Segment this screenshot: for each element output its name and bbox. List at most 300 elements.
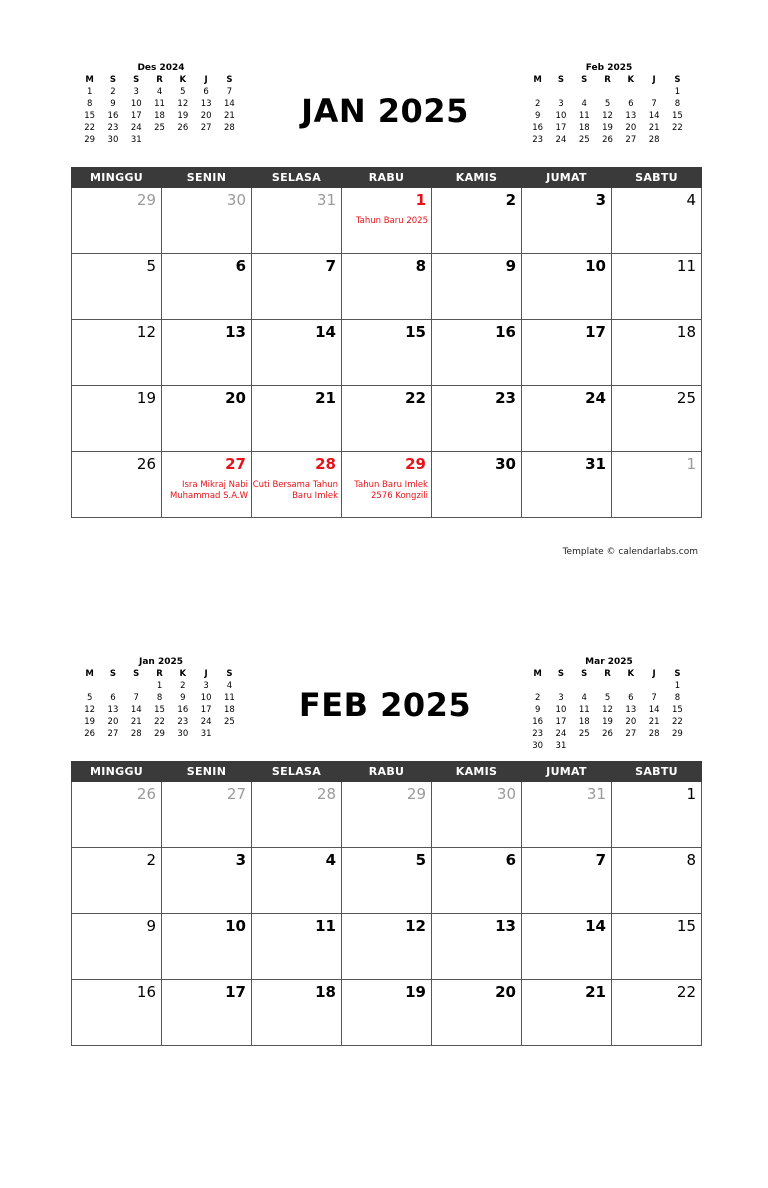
day-cell — [252, 452, 342, 518]
mini-day: 14 — [224, 99, 235, 109]
mini-week-row — [526, 122, 696, 134]
day-number: 25 — [676, 389, 696, 407]
mini-day: 15 — [84, 111, 96, 121]
day-number: 10 — [225, 917, 246, 935]
mini-day: 28 — [648, 135, 660, 145]
day-number: 19 — [405, 983, 426, 1001]
day-number: 29 — [136, 191, 156, 209]
day-cell — [432, 452, 522, 518]
mini-day — [666, 134, 689, 146]
mini-week-row — [78, 98, 248, 110]
mini-weekday-label: R — [604, 669, 611, 679]
mini-day: 15 — [154, 705, 165, 715]
mini-week-row — [526, 110, 696, 122]
day-number: 22 — [676, 983, 696, 1001]
mini-day: 29 — [154, 729, 165, 739]
day-cell — [612, 452, 702, 518]
day-number: 2 — [505, 191, 516, 209]
mini-day: 11 — [154, 99, 165, 109]
day-cell — [162, 254, 252, 320]
mini-day: 15 — [672, 111, 683, 121]
mini-day: 1 — [86, 87, 93, 97]
day-cell — [612, 386, 702, 452]
mini-day — [596, 680, 619, 692]
day-cell — [432, 254, 522, 320]
day-cell — [342, 188, 432, 254]
mini-weekday-label: S — [133, 669, 140, 679]
day-cell — [342, 452, 432, 518]
day-cell — [522, 452, 612, 518]
mini-day: 2 — [534, 99, 541, 109]
day-cell — [252, 914, 342, 980]
mini-weekday-label: S — [226, 669, 233, 679]
month-grid-body — [72, 782, 702, 1046]
mini-day: 10 — [130, 99, 142, 109]
week-row — [72, 254, 702, 320]
mini-day — [78, 680, 101, 692]
day-number: 19 — [136, 389, 156, 407]
template-credit: Template © calendarlabs.com — [562, 547, 698, 557]
day-cell — [252, 254, 342, 320]
day-number: 30 — [495, 455, 516, 473]
mini-day: 5 — [604, 693, 611, 703]
mini-day: 28 — [224, 123, 235, 133]
day-cell — [612, 188, 702, 254]
mini-day: 31 — [200, 729, 212, 739]
day-cell — [342, 320, 432, 386]
day-cell — [72, 254, 162, 320]
day-cell — [432, 320, 522, 386]
holiday-note: Cuti Bersama Tahun Baru Imlek — [252, 480, 338, 501]
day-number: 17 — [585, 323, 606, 341]
week-row — [72, 914, 702, 980]
mini-calendar-weekday-row — [526, 74, 696, 86]
mini-day: 24 — [555, 135, 567, 145]
day-cell — [252, 980, 342, 1046]
mini-day: 3 — [558, 693, 564, 703]
mini-day: 17 — [200, 705, 212, 715]
mini-day: 24 — [555, 729, 567, 739]
mini-calendar-title: Des 2024 — [137, 63, 185, 73]
day-number: 21 — [315, 389, 336, 407]
mini-week-row — [78, 716, 248, 728]
weekday-header: JUMAT — [522, 762, 612, 782]
mini-day: 1 — [156, 681, 163, 691]
mini-day: 26 — [602, 729, 613, 739]
day-cell — [162, 848, 252, 914]
day-cell — [432, 848, 522, 914]
mini-weekday-label: S — [109, 669, 116, 679]
mini-day — [573, 740, 596, 752]
day-number: 31 — [585, 455, 606, 473]
mini-calendar-next — [526, 656, 696, 752]
mini-week-row — [78, 704, 248, 716]
holiday-note: Tahun Baru Imlek 2576 Kongzili — [354, 480, 428, 501]
mini-day: 26 — [84, 729, 96, 739]
day-number: 30 — [226, 191, 246, 209]
week-row — [72, 320, 702, 386]
day-cell — [612, 254, 702, 320]
week-row — [72, 782, 702, 848]
mini-day — [101, 680, 124, 692]
mini-day — [573, 86, 596, 98]
mini-day: 12 — [177, 99, 189, 109]
mini-day — [526, 680, 549, 692]
day-number: 5 — [415, 851, 426, 869]
mini-week-row — [526, 740, 696, 752]
mini-week-row — [526, 692, 696, 704]
weekday-header: SABTU — [612, 762, 702, 782]
mini-day: 9 — [534, 111, 541, 121]
day-cell — [162, 320, 252, 386]
week-row — [72, 452, 702, 518]
month-grid-body — [72, 188, 702, 518]
mini-day: 16 — [107, 111, 119, 121]
mini-day: 23 — [532, 729, 544, 739]
mini-day: 19 — [602, 717, 613, 727]
mini-day: 22 — [84, 123, 96, 133]
day-cell — [522, 254, 612, 320]
mini-day: 18 — [154, 111, 165, 121]
holiday-note: Tahun Baru 2025 — [355, 216, 428, 226]
mini-day: 20 — [107, 717, 119, 727]
weekday-header: RABU — [342, 168, 432, 188]
mini-calendar-title: Feb 2025 — [585, 63, 633, 73]
mini-day: 31 — [130, 135, 142, 145]
mini-day: 11 — [578, 705, 590, 715]
day-cell — [162, 980, 252, 1046]
mini-day — [619, 680, 642, 692]
mini-week-row — [78, 728, 248, 740]
mini-day: 27 — [625, 729, 637, 739]
day-number: 1 — [686, 785, 696, 803]
mini-calendar-next — [526, 62, 696, 146]
mini-day: 8 — [156, 693, 163, 703]
day-cell — [612, 782, 702, 848]
day-number: 3 — [595, 191, 606, 209]
day-cell — [252, 782, 342, 848]
mini-day: 5 — [180, 87, 186, 97]
mini-day: 13 — [200, 99, 212, 109]
day-cell — [432, 188, 522, 254]
mini-week-row — [526, 716, 696, 728]
day-number: 2 — [146, 851, 156, 869]
day-number: 23 — [495, 389, 516, 407]
mini-day: 17 — [555, 123, 567, 133]
day-number: 11 — [315, 917, 336, 935]
mini-day: 22 — [154, 717, 165, 727]
mini-weekday-label: S — [109, 75, 116, 85]
day-number: 14 — [315, 323, 336, 341]
day-cell — [612, 914, 702, 980]
mini-week-row — [526, 86, 696, 98]
mini-day: 25 — [154, 123, 165, 133]
mini-day: 30 — [532, 741, 544, 751]
day-number: 27 — [225, 455, 246, 473]
mini-day: 2 — [110, 87, 116, 97]
mini-day: 25 — [578, 135, 590, 145]
mini-day: 1 — [674, 681, 681, 691]
day-number: 17 — [225, 983, 246, 1001]
day-cell — [432, 980, 522, 1046]
mini-calendar-weekday-row — [526, 668, 696, 680]
mini-day: 20 — [625, 717, 637, 727]
mini-day — [148, 134, 171, 146]
day-cell — [72, 782, 162, 848]
mini-weekday-label: J — [204, 75, 208, 85]
weekday-header: JUMAT — [522, 168, 612, 188]
mini-day: 3 — [558, 99, 564, 109]
mini-day: 23 — [532, 135, 544, 145]
mini-day: 29 — [84, 135, 96, 145]
day-number: 31 — [586, 785, 606, 803]
mini-day: 4 — [226, 681, 233, 691]
mini-calendar-days — [78, 86, 248, 146]
mini-day: 3 — [203, 681, 209, 691]
mini-day: 7 — [651, 693, 657, 703]
weekday-header: KAMIS — [432, 762, 522, 782]
mini-weekday-label: R — [156, 75, 163, 85]
mini-week-row — [526, 680, 696, 692]
day-cell — [162, 386, 252, 452]
mini-day: 9 — [534, 705, 541, 715]
mini-day: 1 — [674, 87, 681, 97]
mini-day: 8 — [674, 99, 681, 109]
day-cell — [342, 254, 432, 320]
day-number: 24 — [585, 389, 606, 407]
mini-weekday-label: K — [627, 75, 635, 85]
day-number: 10 — [585, 257, 606, 275]
day-cell — [252, 320, 342, 386]
mini-day: 19 — [602, 123, 613, 133]
mini-day — [125, 680, 148, 692]
mini-day: 3 — [133, 87, 139, 97]
mini-day: 19 — [84, 717, 96, 727]
mini-day: 17 — [555, 717, 567, 727]
day-cell — [522, 320, 612, 386]
day-number: 13 — [495, 917, 516, 935]
day-cell — [612, 848, 702, 914]
day-cell — [72, 386, 162, 452]
mini-day: 6 — [628, 693, 634, 703]
mini-day: 26 — [177, 123, 189, 133]
mini-week-row — [526, 98, 696, 110]
holiday-note: Isra Mikraj Nabi Muhammad S.A.W — [169, 480, 248, 501]
week-row — [72, 980, 702, 1046]
day-number: 31 — [316, 191, 336, 209]
mini-weekday-label: J — [652, 75, 656, 85]
mini-day — [642, 680, 665, 692]
mini-weekday-label: S — [226, 75, 233, 85]
mini-weekday-label: S — [581, 75, 588, 85]
mini-day: 8 — [674, 693, 681, 703]
mini-day — [666, 740, 689, 752]
mini-weekday-label: K — [179, 669, 187, 679]
mini-week-row — [78, 680, 248, 692]
day-number: 1 — [686, 455, 696, 473]
week-row — [72, 848, 702, 914]
day-cell — [72, 848, 162, 914]
day-number: 29 — [406, 785, 426, 803]
mini-day: 12 — [602, 705, 613, 715]
mini-week-row — [78, 86, 248, 98]
mini-day — [596, 86, 619, 98]
mini-day: 23 — [177, 717, 189, 727]
mini-day: 2 — [180, 681, 186, 691]
mini-day: 13 — [625, 705, 637, 715]
day-cell — [72, 914, 162, 980]
day-number: 20 — [495, 983, 516, 1001]
mini-day — [526, 86, 549, 98]
mini-calendar-days — [526, 86, 696, 146]
mini-day — [642, 86, 665, 98]
day-cell — [162, 188, 252, 254]
mini-weekday-label: J — [652, 669, 656, 679]
day-number: 11 — [676, 257, 696, 275]
weekday-header-row — [72, 762, 702, 782]
mini-day: 7 — [226, 87, 233, 97]
day-cell — [612, 980, 702, 1046]
month-title: JAN 2025 — [301, 92, 469, 130]
day-number: 22 — [405, 389, 426, 407]
mini-day: 19 — [177, 111, 189, 121]
mini-weekday-label: S — [557, 75, 564, 85]
mini-weekday-label: S — [674, 669, 681, 679]
day-number: 21 — [585, 983, 606, 1001]
mini-day: 10 — [555, 705, 567, 715]
mini-calendar-prev — [78, 656, 248, 740]
mini-day: 21 — [648, 717, 660, 727]
day-number: 15 — [405, 323, 426, 341]
day-number: 5 — [146, 257, 156, 275]
mini-day: 7 — [651, 99, 657, 109]
weekday-header: MINGGU — [72, 168, 162, 188]
day-cell — [522, 980, 612, 1046]
mini-weekday-label: K — [627, 669, 635, 679]
mini-day: 14 — [130, 705, 142, 715]
day-number: 15 — [676, 917, 696, 935]
mini-weekday-label: R — [604, 75, 611, 85]
mini-weekday-label: M — [85, 669, 94, 679]
day-number: 7 — [595, 851, 606, 869]
day-number: 26 — [136, 455, 156, 473]
mini-weekday-label: K — [179, 75, 187, 85]
mini-day: 6 — [628, 99, 634, 109]
day-cell — [522, 188, 612, 254]
week-row — [72, 386, 702, 452]
mini-day: 30 — [177, 729, 189, 739]
mini-day: 21 — [224, 111, 235, 121]
mini-day — [619, 86, 642, 98]
mini-day: 13 — [625, 111, 637, 121]
mini-day — [619, 740, 642, 752]
day-number: 6 — [505, 851, 516, 869]
mini-weekday-label: M — [533, 669, 542, 679]
mini-day — [549, 680, 572, 692]
day-cell — [522, 782, 612, 848]
mini-day: 28 — [648, 729, 660, 739]
day-number: 6 — [235, 257, 246, 275]
mini-day: 11 — [578, 111, 590, 121]
mini-day: 16 — [177, 705, 189, 715]
day-cell — [342, 386, 432, 452]
day-number: 16 — [136, 983, 156, 1001]
mini-day: 14 — [648, 705, 660, 715]
day-number: 26 — [136, 785, 156, 803]
mini-day — [218, 728, 241, 740]
mini-weekday-label: S — [581, 669, 588, 679]
day-cell — [162, 782, 252, 848]
mini-day: 10 — [200, 693, 212, 703]
mini-day: 10 — [555, 111, 567, 121]
mini-day: 22 — [672, 123, 683, 133]
day-cell — [72, 320, 162, 386]
day-number: 29 — [405, 455, 426, 473]
day-number: 7 — [325, 257, 336, 275]
mini-day — [171, 134, 194, 146]
mini-day: 30 — [107, 135, 119, 145]
day-cell — [252, 188, 342, 254]
day-number: 1 — [415, 191, 426, 209]
mini-day: 17 — [130, 111, 142, 121]
mini-week-row — [78, 110, 248, 122]
mini-day: 28 — [130, 729, 142, 739]
mini-day: 6 — [110, 693, 116, 703]
day-cell — [162, 914, 252, 980]
mini-weekday-label: S — [674, 75, 681, 85]
mini-week-row — [78, 134, 248, 146]
mini-calendar-title: Jan 2025 — [138, 657, 183, 667]
mini-day: 31 — [555, 741, 567, 751]
mini-day: 26 — [602, 135, 613, 145]
mini-calendar-prev — [78, 62, 248, 146]
mini-day: 5 — [604, 99, 611, 109]
mini-day: 8 — [86, 99, 93, 109]
mini-weekday-label: M — [85, 75, 94, 85]
mini-day: 9 — [180, 693, 186, 703]
day-number: 18 — [315, 983, 336, 1001]
day-cell — [342, 848, 432, 914]
month-grid — [71, 167, 702, 518]
mini-day: 18 — [578, 717, 590, 727]
weekday-header: SENIN — [162, 762, 252, 782]
mini-week-row — [526, 134, 696, 146]
mini-day — [573, 680, 596, 692]
day-cell — [342, 914, 432, 980]
weekday-header: MINGGU — [72, 762, 162, 782]
mini-day — [596, 740, 619, 752]
day-number: 8 — [415, 257, 426, 275]
mini-week-row — [78, 692, 248, 704]
mini-weekday-label: S — [133, 75, 140, 85]
day-number: 12 — [136, 323, 156, 341]
mini-day: 21 — [648, 123, 660, 133]
day-number: 4 — [325, 851, 336, 869]
day-cell — [342, 782, 432, 848]
mini-day: 22 — [672, 717, 683, 727]
mini-day: 27 — [200, 123, 212, 133]
day-number: 9 — [146, 917, 156, 935]
weekday-header: SELASA — [252, 762, 342, 782]
mini-day: 25 — [578, 729, 590, 739]
day-cell — [252, 848, 342, 914]
day-cell — [522, 914, 612, 980]
day-cell — [252, 386, 342, 452]
mini-weekday-label: S — [557, 669, 564, 679]
mini-weekday-label: J — [204, 669, 208, 679]
weekday-header: SABTU — [612, 168, 702, 188]
mini-day: 6 — [203, 87, 209, 97]
